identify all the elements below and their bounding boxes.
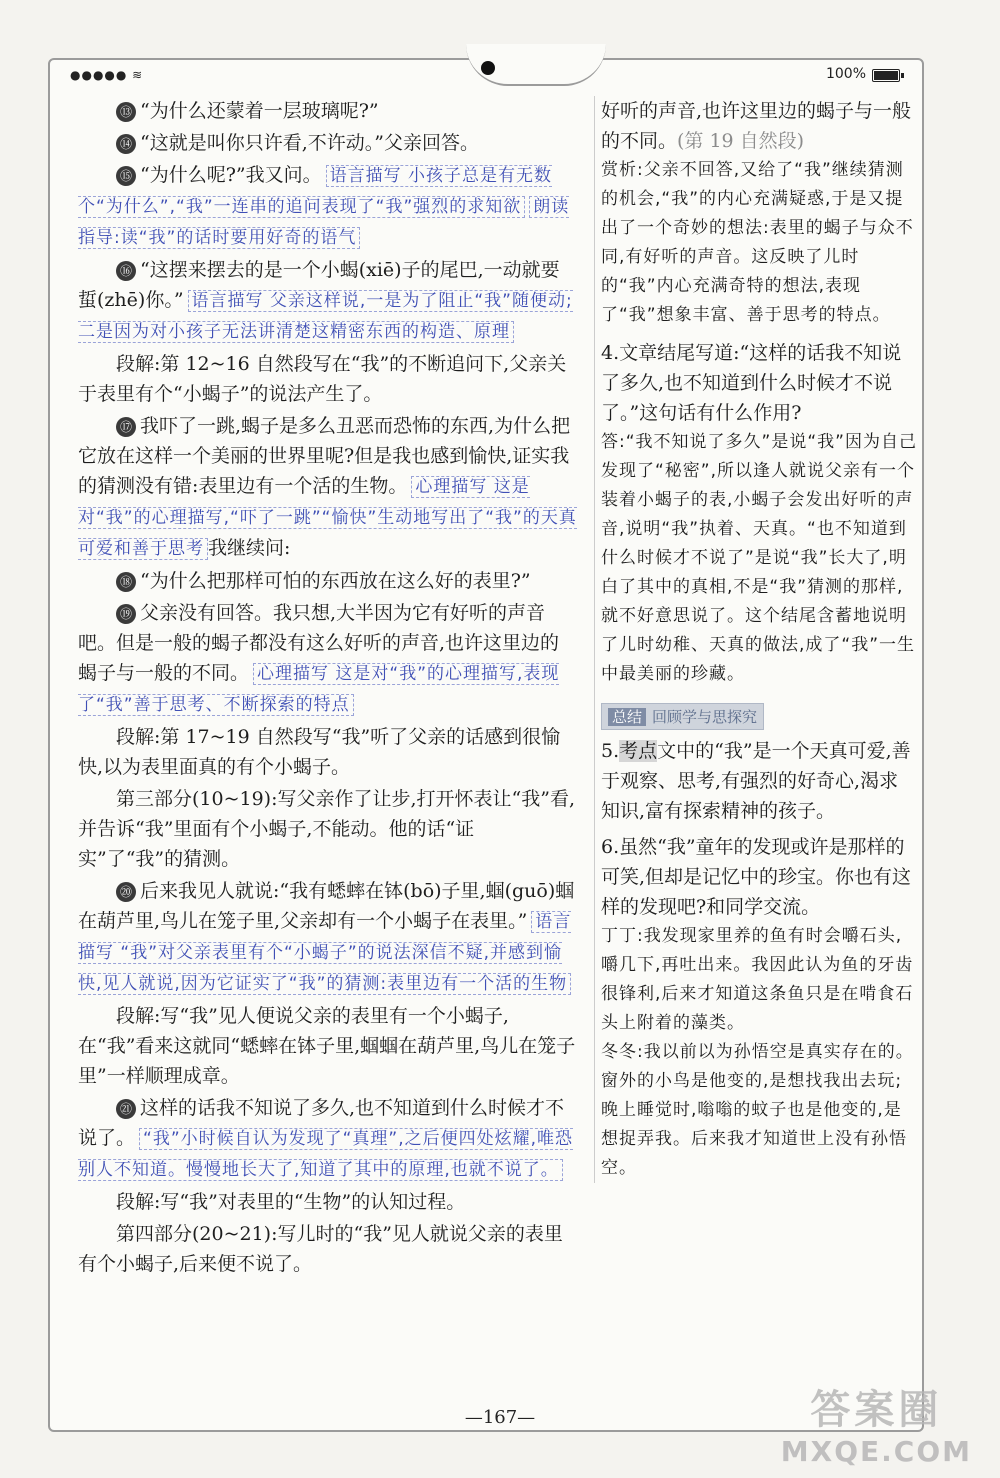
- status-bar: [60, 66, 910, 84]
- battery-percent: 100%: [825, 66, 866, 82]
- annotation: “我”小时候自认为发现了“真理”,之后便四处炫耀,唯恐别人不知道。慢慢地长大了,知道了其中的原理,也就不说了。: [78, 1129, 574, 1180]
- section-summary: 段解:写“我”对表里的“生物”的认知过程。: [116, 1191, 466, 1213]
- paragraph-number: ⑯: [116, 261, 136, 281]
- part-summary: 第四部分(20~21):写儿时的“我”见人就说父亲的表里有个小蝎子,后来便不说了。: [78, 1223, 563, 1275]
- left-column: [78, 96, 578, 1281]
- right-column: [594, 96, 917, 1183]
- paragraph-number: ⑱: [116, 572, 136, 592]
- answer-6-dingding: 丁丁:我发现家里养的鱼有时会嚼石头,嚼几下,再吐出来。我因此认为鱼的牙齿很锋利,后来才知道这条鱼只是在啃食石头上附着的藻类。: [601, 926, 914, 1033]
- section-summary: 段解:写“我”见人便说父亲的表里有一个小蝎子,在“我”看来这就同“蟋蟀在钵子里,蝈蝈在葫芦里,鸟儿在笼子里”一样顺理成章。: [78, 1005, 576, 1087]
- annotation: 语言描写 父亲这样说,一是为了阻止“我”随便动;二是因为对小孩子无法讲清楚这精密东西的构造、原理: [78, 291, 573, 342]
- signal-icon: ●●●●● ≋: [70, 68, 144, 82]
- paragraph-18: ⑱ “为什么把那样可怕的东西放在这么好的表里?”: [78, 566, 578, 596]
- battery-icon: [872, 69, 900, 82]
- paragraph-number: ⑭: [116, 134, 136, 154]
- paragraph-16: ⑯ “这摆来摆去的是一个小蝎(xiē)子的尾巴,一动就要蜇(zhē)你。” 语言描写 父亲这样说,一是为了阻止“我”随便动;二是因为对小孩子无法讲清楚这精密东西的构造、原理: [78, 259, 573, 342]
- question-5: 5.考点文中的“我”是一个天真可爱,善于观察、思考,有强烈的好奇心,渴求知识,富有探索精神的孩子。: [601, 740, 911, 822]
- page-number: —167—: [464, 1407, 536, 1428]
- paragraph-19: ⑲ 父亲没有回答。我只想,大半因为它有好听的声音吧。但是一般的蝎子都没有这么好听的声音,也许这里边的蝎子与一般的不同。 心理描写 这是对“我”的心理描写,表现了“我”善于思考、不断探索的特点: [78, 602, 560, 715]
- part-summary: 第三部分(10~19):写父亲作了让步,打开怀表让“我”看,并告诉“我”里面有个小蝎子,不能动。他的话“证实”了“我”的猜测。: [78, 788, 576, 870]
- watermark-logo: [781, 1378, 972, 1468]
- question-6: 6.虽然“我”童年的发现或许是那样的可笑,但却是记忆中的珍宝。你也有这样的发现吧?和同学交流。: [601, 836, 912, 918]
- paragraph-number: ㉑: [116, 1099, 136, 1119]
- summary-section-header: [601, 703, 764, 730]
- paragraph-20: ⑳ 后来我见人就说:“我有蟋蟀在钵(bō)子里,蝈(guō)蝈在葫芦里,鸟儿在笼子里,父亲却有一个小蝎子在表里。” 语言描写 “我”对父亲表里有个“小蝎子”的说法深信不疑,并感到愉快,见人就说,因为它证实了“我”的猜测:表里边有一个活的生物: [78, 880, 575, 994]
- annotation: 语言描写 小孩子总是有无数个“为什么”,“我”一连串的追问表现了“我”强烈的求知欲: [78, 166, 553, 217]
- section-summary: 段解:第 12~16 自然段写在“我”的不断追问下,父亲关于表里有个“小蝎子”的说法产生了。: [78, 353, 567, 405]
- paragraph-reference: (第 19 自然段): [677, 130, 805, 152]
- paragraph-number: ⑳: [116, 882, 136, 902]
- answer-6-dongdong: 冬冬:我以前以为孙悟空是真实存在的。窗外的小鸟是他变的,是想找我出去玩;晚上睡觉时,嗡嗡的蚊子也是他变的,是想捉弄我。后来我才知道世上没有孙悟空。: [601, 1042, 914, 1178]
- key-point-tag: 考点: [619, 740, 658, 762]
- paragraph-17: ⑰ 我吓了一跳,蝎子是多么丑恶而恐怖的东西,为什么把它放在这样一个美丽的世界里呢?但是我也感到愉快,证实我的猜测没有错:表里边有一个活的生物。 心理描写 这是对“我”的心理描写,“吓了一跳”“愉快”生动地写出了“我”的天真可爱和善于思考 我继续问:: [78, 415, 577, 559]
- analysis-text: 赏析:父亲不回答,又给了“我”继续猜测的机会,“我”的内心充满疑惑,于是又提出了一个奇妙的想法:表里的蝎子与众不同,有好听的声音。这反映了儿时的“我”内心充满奇特的想法,表现了“我”想象丰富、善于思考的特点。: [601, 160, 914, 325]
- watermark-title: 答案圈: [810, 1387, 943, 1433]
- quoted-text: 好听的声音,也许这里边的蝎子与一般的不同。(第 19 自然段): [601, 100, 912, 152]
- summary-tag: 总结: [608, 708, 646, 726]
- reading-guide: 朗读指导:读“我”的话时要用好奇的语气: [78, 197, 570, 248]
- annotation: 心理描写 这是对“我”的心理描写,表现了“我”善于思考、不断探索的特点: [78, 664, 560, 715]
- watermark-url: MXQE.COM: [780, 1435, 972, 1468]
- annotation: 语言描写 “我”对父亲表里有个“小蝎子”的说法深信不疑,并感到愉快,见人就说,因为它证实了“我”的猜测:表里边有一个活的生物: [78, 912, 572, 994]
- section-summary: 段解:第 17~19 自然段写“我”听了父亲的话感到很愉快,以为表里面真的有个小蝎子。: [78, 726, 561, 778]
- paragraph-number: ⑮: [116, 166, 136, 186]
- paragraph-15: ⑮ “为什么呢?”我又问。 语言描写 小孩子总是有无数个“为什么”,“我”一连串的追问表现了“我”强烈的求知欲 朗读指导:读“我”的话时要用好奇的语气: [78, 164, 570, 248]
- answer-4: 答:“我不知说了多久”是说“我”因为自己发现了“秘密”,所以逢人就说父亲有一个装着小蝎子的表,小蝎子会发出好听的声音,说明“我”执着、天真。“也不知道到什么时候才不说了”是说“我”长大了,明白了其中的真相,不是“我”猜测的那样,就不好意思说了。这个结尾含蓄地说明了儿时幼稚、天真的做法,成了“我”一生中最美丽的珍藏。: [601, 432, 917, 684]
- paragraph-21: ㉑ 这样的话我不知说了多久,也不知道到什么时候才不说了。 “我”小时候自认为发现了“真理”,之后便四处炫耀,唯恐别人不知道。慢慢地长大了,知道了其中的原理,也就不说了。: [78, 1097, 574, 1180]
- paragraph-number: ⑰: [116, 417, 136, 437]
- question-4: 4.文章结尾写道:“这样的话我不知说了多久,也不知道到什么时候才不说了。”这句话有什么作用?: [601, 342, 902, 424]
- paragraph-number: ⑬: [116, 102, 136, 122]
- summary-title: 回顾学与思探究: [652, 708, 758, 726]
- paragraph-14: ⑭ “这就是叫你只许看,不许动。”父亲回答。: [78, 128, 578, 158]
- paragraph-13: ⑬ “为什么还蒙着一层玻璃呢?”: [78, 96, 578, 126]
- annotation: 心理描写 这是对“我”的心理描写,“吓了一跳”“愉快”生动地写出了“我”的天真可爱和善于思考: [78, 477, 577, 559]
- paragraph-number: ⑲: [116, 604, 136, 624]
